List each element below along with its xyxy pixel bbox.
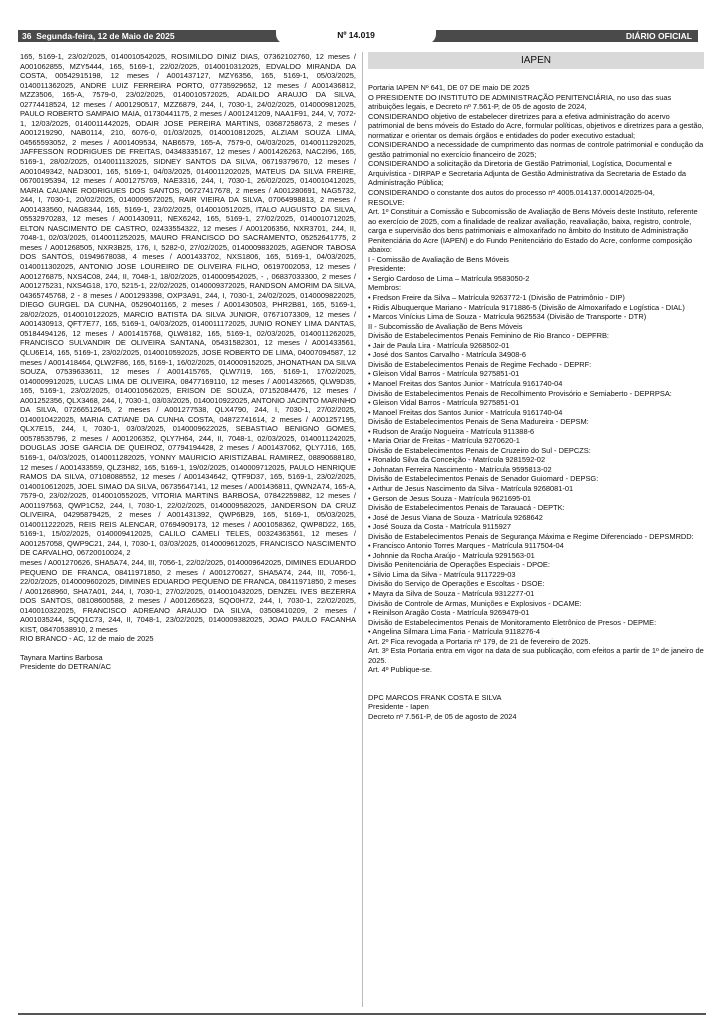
article-2: Art. 2º Fica revogada a Portaria nº 179, de 21 de fevereiro de 2025. xyxy=(368,636,591,646)
division: Divisão de Estabelecimentos Penais de Segurança Máxima e Regime Diferenciado - DEPSMRDD: xyxy=(368,531,694,541)
division-member: • Rudson de Araújo Nogueira - Matrícula 911388-6 xyxy=(368,427,704,437)
header-date: Segunda-feira, 12 de Maio de 2025 xyxy=(36,31,175,41)
division: Divisão de Estabelecimentos Penais Feminino de Rio Branco - DEPFRB: xyxy=(368,331,609,341)
membros-label: Membros: xyxy=(368,283,402,293)
division-member: • Ronaldo Silva da Conceição - Matrícula 9281592-02 xyxy=(368,455,704,465)
division-member: • Maria Oriar de Freitas - Matrícula 9270620-1 xyxy=(368,436,704,446)
division: Divisão de Estabelecimentos Penais de Sena Madureira - DEPSM: xyxy=(368,417,589,427)
article-3: Art. 3º Esta Portaria entra em vigor na data de sua publicação, com efeitos a partir de 1º de janeiro de 2025. xyxy=(368,646,704,665)
division-member: • Johnatan Ferreira Nascimento - Matrícula 9595813-02 xyxy=(368,465,704,475)
division-member: • Gerson de Jesus Souza - Matrícula 9621695-01 xyxy=(368,494,704,504)
column-divider xyxy=(362,52,363,1007)
presidente-label: Presidente: xyxy=(368,264,406,274)
considerando-2: CONSIDERANDO a necessidade de cumprimento das normas de controle patrimonial e condução da gestão patrimonial no exercício financeiro de 2025; xyxy=(368,140,704,159)
division-member: • Silvio Lima da Silva - Matrícula 9117229-03 xyxy=(368,570,704,580)
left-column xyxy=(20,52,356,672)
sign-decree: Decreto nº 7.561-P, de 05 de agosto de 2024 xyxy=(368,712,517,721)
division: Divisão de Estabelecimentos Penais de Recolhimento Provisório e Semiaberto - DEPRPSA: xyxy=(368,388,672,398)
bottom-rule xyxy=(18,1013,706,1015)
membro: • Fredson Freire da Silva – Matrícula 9263772-1 (Divisão de Patrimônio - DIP) xyxy=(368,293,704,303)
division: Divisão de Estabelecimentos Penais de Senador Guiomard - DEPSG: xyxy=(368,474,599,484)
signer-role: Presidente do DETRAN/AC xyxy=(20,662,111,672)
sign-role: Presidente - Iapen xyxy=(368,702,429,712)
division-member: • Manoel Freitas dos Santos Junior - Matrícula 9161740-04 xyxy=(368,408,704,418)
intro: O PRESIDENTE DO INSTITUTO DE ADMINISTRAÇÃO PENITENCIÁRIA, no uso das suas atribuições legais, e Decreto nº 7.561-P, de 05 de agosto de 2024, xyxy=(368,92,672,112)
division: Divisão de Estabelecimentos Penais de Regime Fechado - DEPRF: xyxy=(368,359,592,369)
publication-name: DIÁRIO OFICIAL xyxy=(625,31,692,41)
division-member: • Angelina Silmara Lima Faria - Matrícula 9118276-4 xyxy=(368,627,704,637)
division-member: • Francisco Antonio Torres Marques - Matrícula 9117504-04 xyxy=(368,541,704,551)
sign-name: DPC MARCOS FRANK COSTA E SILVA xyxy=(368,692,502,702)
division: Divisão de Controle de Armas, Munições e Explosivos - DCAME: xyxy=(368,598,582,608)
division-member: • Johnnie da Rocha Araújo - Matrícula 9291563-01 xyxy=(368,551,704,561)
division-member: • Manoel Freitas dos Santos Junior - Matrícula 9161740-04 xyxy=(368,379,704,389)
division: Divisão Penitenciária de Operações Especiais - DPOE: xyxy=(368,560,550,570)
membro: • Marcos Vinícius Lima de Souza - Matrícula 9625534 (Divisão de Transporte - DTR) xyxy=(368,312,704,322)
division-member: • José de Jesus Viana de Souza - Matrícula 9268642 xyxy=(368,513,704,523)
portaria-title: Portaria IAPEN Nº 641, DE 07 DE maio DE 2025 xyxy=(368,83,530,92)
signer-name: Taynara Martins Barbosa xyxy=(20,652,103,662)
division-member: • Mayra da Silva de Souza - Matrícula 9312277-01 xyxy=(368,589,704,599)
page-number: 36 xyxy=(22,31,32,41)
presidente: • Sergio Cardoso de Lima – Matrícula 9583050-2 xyxy=(368,274,704,284)
closing-place: RIO BRANCO - AC, 12 de maio de 2025 xyxy=(20,634,154,644)
header-left xyxy=(18,30,282,42)
considerando-3: CONSIDERANDO a solicitação da Diretoria de Gestão Patrimonial, Logística, Documental e Arquivística - DIRPAP e Secretaria Adjunta de Gestão Administrativa da Secretaria de Estado da Administração Pública; xyxy=(368,159,687,188)
division-member: • Gleison Vidal Barros - Matrícula 9275851-01 xyxy=(368,369,704,379)
article-1: Art. 1º Constituir a Comissão e Subcomissão de Avaliação de Bens Móveis deste Instituto, referente ao exercício de 2025, com a finalidade de realizar avaliação, reavaliação, baixa, registro, controle, carga e supervisão dos bens patrimoniais e almoxarifado no âmbito do Instituto de Administração Penitenciária do Acre (IAPEN) e do Fundo Penitenciário do Estado do Acre, conforme composição abaixo: xyxy=(368,207,698,255)
issue-number: Nº 14.019 xyxy=(276,28,436,44)
article-4: Art. 4º Publique-se. xyxy=(368,665,432,675)
right-column xyxy=(368,52,704,722)
considerando-4: CONSIDERANDO o constante dos autos do processo nº 4005.014137.00014/2025-04, xyxy=(368,188,655,198)
considerando-1: CONSIDERANDO objetivo de estabelecer diretrizes para a efetiva administração do acervo patrimonial de bens móveis do Estado do Acre, formular políticas, objetivos e diretrizes para a gestão, normatizar e orientar os demais órgãos e entidades do poder executivo estadual; xyxy=(368,111,704,140)
division-member: • Reinilson Aragão Costa - Matrícula 9269479-01 xyxy=(368,608,704,618)
division: Divisão de Estabelecimentos Penais de Tarauacá - DEPTK: xyxy=(368,503,565,513)
division: Divisão de Estabelecimentos Penais de Monitoramento Eletrônico de Presos - DEPME: xyxy=(368,617,657,627)
section-2: II - Subcomissão de Avaliação de Bens Móveis xyxy=(368,321,523,331)
section-1: I - Comissão de Avaliação de Bens Móveis xyxy=(368,254,509,264)
division: Divisão do Serviço de Operações e Escoltas - DSOE: xyxy=(368,579,545,589)
division-member: • Arthur de Jesus Nascimento da Silva - Matrícula 9268081-01 xyxy=(368,484,704,494)
division-member: • Gleison Vidal Barros - Matrícula 9275851-01 xyxy=(368,398,704,408)
division-member: • José dos Santos Carvalho - Matrícula 34908-6 xyxy=(368,350,704,360)
division-member: • Jair de Paula Lira - Matrícula 9268502-01 xyxy=(368,341,704,351)
division: Divisão de Estabelecimentos Penais de Cruzeiro do Sul - DEPCZS: xyxy=(368,445,591,455)
division-member: • José Souza da Costa - Matrícula 9115927 xyxy=(368,522,704,532)
detran-list-text-2: meses / A001270626, SHA5A74, 244, III, 7056-1, 22/02/2025, 0140009642025, DIMINES EDUARDO PEQUENO DE FRANCA, 08411971850, 2 meses / A001270627, SHA5A74, 244, III, 7056-1, 22/02/2025, 0140009602025, DIMINES EDUARDO PEQUENO DE FRANCA, 08411971850, 2 meses / A001268960, SHA7A01, 244, I, 7030-1, 27/02/2025, 0140010432025, DENZEL IVES BEZERRA DOS SANTOS, 08108600588, 2 meses / A001265623, SQO0H72, 244, I, 7030-1, 22/02/2025, 0140010322025, FRANCISCO ADREANO ARAUJO DA SILVA, 03508410209, 2 meses / A001035244, SQQ1C73, 244, II, 7048-1, 23/02/2025, 0140009382025, JOAO PAULO FACANHA KIST, 08470538910, 2 meses xyxy=(20,557,356,634)
page-header xyxy=(18,28,698,44)
resolve: RESOLVE: xyxy=(368,197,405,207)
section-title: IAPEN xyxy=(368,52,704,69)
membro: • Ridis Albuquerque Mariano - Matrícula 9171886-5 (Divisão de Almoxarifado e Logística - DIAL) xyxy=(368,303,704,313)
detran-list-text: 165, 5169-1, 23/02/2025, 0140010542025, ROSIMILDO DINIZ DIAS, 07362102760, 12 meses / A001062855, MZY5444, 165, 5169-1, 22/02/2025, 0140010312025, EDVALDO MIRANDA DA COSTA, 00542915198, 12 meses / A001437127, MZY6356, 165, 5169-1, 05/03/2025, 0140011362025, ANDRE LUIZ FERREIRA PORTO, 07735929652, 12 meses / A001436812, MZZ3506, 165-A, 7579-0, 23/02/2025, 0140010572025, ADAILDO ARAUJO DA SILVA, 02774418524, 12 meses / A001290517, MZZ6879, 244, I, 7030-1, 24/02/2025, 0140009812025, PAULO ROBERTO SAMPAIO MAIA, 01730441175, 2 meses / A001241209, NAA1F91, 244, V, 7072-1, 12/03/2025, 0140011442025, ODAIR JOSE PEREIRA MARTINS, 03687258673, 2 meses / A001219290, NAB0114, 210, 6076-0, 01/03/2025, 0140010812025, ALZIAM SOUZA LIMA, 04565593052, 2 meses / A001409534, NAB6579, 165-A, 7579-0, 04/03/2025, 0140011292025, JAFFESSON RODRIGUES DE FREITAS, 04348335167, 12 meses / A001426263, NAC2I96, 165, 5169-1, 28/02/2025, 0140011132025, SIDNEY SANTOS DA SILVA, 06719379670, 12 meses / A001049342, NAD3001, 165, 5169-1, 04/03/2025, 0140011202025, MATEUS DA SILVA FREIRE, 06700195394, 12 meses / A001275769, NAE3316, 244, I, 7030-1, 26/02/2025, 0140010412025, MARIA CAUANE RODRIGUES DOS SANTOS, 06727417678, 2 meses / A001280691, NAG5732, 244, I, 7030-1, 20/02/2025, 0140009572025, RAIR VIEIRA DA SILVA, 07064998813, 2 meses / A001433560, NAG8344, 165, 5169-1, 23/02/2025, 0140010512025, ITALO AUGUSTO DA SILVA, 05532970283, 12 meses / A001430911, NEX6242, 165, 5169-1, 27/02/2025, 0140010712025, ELTON NASCIMENTO DE CASTRO, 02433554322, 12 meses / A001206356, NXR3701, 244, II, 7048-1, 02/03/2025, 0140011252025, MAURO FRANCISCO DO SACRAMENTO, 05252641775, 2 meses / A001268505, NXR3B25, 176, I, 5282-0, 27/02/2025, 0140009832025, AGENOR TABOSA DOS SANTOS, 01949678038, 4 meses / A001433702, NXS1806, 165, 5169-1, 04/03/2025, 0140011302025, ANTONIO JOSE LOUREIRO DE OLIVEIRA FILHO, 06197002053, 12 meses / A001276875, NXS4C08, 244, II, 7048-1, 18/02/2025, 0140009542025, - , 06837033300, 2 meses / A001275231, NXS4G18, 170, 5215-1, 22/02/2025, 0140009372025, RANDSON AMORIM DA SILVA, 04365745768, 2 - 8 meses / A001293398, OXP3A91, 244, I, 7030-1, 24/02/2025, 0140009822025, DIEGO GURGEL DA CUNHA, 05290401165, 2 meses / A001430503, PHR2B81, 165, 5169-1, 28/02/2025, 0140010122025, MARCIO BATISTA DA SILVA JUNIOR, 07671073309, 12 meses / A001430913, QFT7E77, 165, 5169-1, 04/03/2025, 0140011172025, JUNIO RONEY LIMA DANTAS, 05184494126, 12 meses / A001415768, QLW8182, 165, 5169-1, 02/03/2025, 0140011262025, FRANCISCO SULVANDIR DE OLIVEIRA SANTANA, 05431582301, 12 meses / A001433561, QLU6E14, 165, 5169-1, 23/02/2025, 0140010592025, JOSE ROBERTO DE LIMA, 04007094587, 12 meses / A001418464, QLW2F86, 165, 5169-1, 16/02/2025, 0140009152025, JHONATHAN DA SILVA SOUZA, 07539633611, 12 meses / A001415765, QLW7I19, 165, 5169-1, 17/02/2025, 0140009912025, LUCAS LIMA DE OLIVEIRA, 08477169110, 12 meses / A001432665, QLW9D35, 165, 5169-1, 23/02/2025, 0140010562025, ERISON DE SOUZA, 07152084476, 12 meses / A001252356, QLX3468, 244, I, 7030-1, 03/03/2025, 0140010922025, ANTONIO JACINTO MARINHO DA SILVA, 07266512645, 2 meses / A001277538, QLX4790, 244, I, 7030-1, 27/02/2025, 0140010422025, MARIA CATIANE DA CUNHA COSTA, 04872741614, 2 meses / A001257195, QLX7E15, 244, I, 7030-1, 03/03/2025, 0140009622025, SEBASTIAO BENIGNO GOMES, 00578535796, 2 meses / A001206352, QLY7H64, 244, II, 7048-1, 02/03/2025, 0140011242025, DOUGLAS JOSE GARCIA DE QUEIROZ, 07794194428, 2 meses / A001437062, QLY7J16, 165, 5169-1, 04/03/2025, 0140011282025, YONNY MAURICIO ARISTIZABAL RAMIREZ, 08890688180, 12 meses / A001433559, QLZ3H82, 165, 5169-1, 19/02/2025, 0140009712025, PAULO HENRIQUE RAMOS DA SILVA, 07108088552, 12 meses / A001434642, QTF9D37, 165, 5169-1, 23/02/2025, 0140010612025, JOEL SIMAO DA SILVA, 06735647141, 12 meses / A001436811, QWN2A74, 165-A, 7579-0, 23/02/2025, 0140010552025, VITORIA MARTINS BARBOSA, 07842259882, 12 meses / A001197563, QWP1C52, 244, I, 7030-1, 22/02/2025, 0140009582025, JANDERSON DA CRUZ OLIVEIRA, 04295879425, 2 meses / A001431392, QWP6B29, 165, 5169-1, 05/03/2025, 0140011222025, REIS REIS ALENCAR, 07694909173, 12 meses / A001058362, QWP8D22, 165, 5169-1, 15/02/2025, 0140009412025, CALILO CAMELI TELES, 00324363561, 12 meses / A001257058, QWP9C21, 244, I, 7030-1, 03/03/2025, 0140009612025, FRANCISCO NASCIMENTO DE CARVALHO, 06720010024, 2 xyxy=(20,52,356,558)
